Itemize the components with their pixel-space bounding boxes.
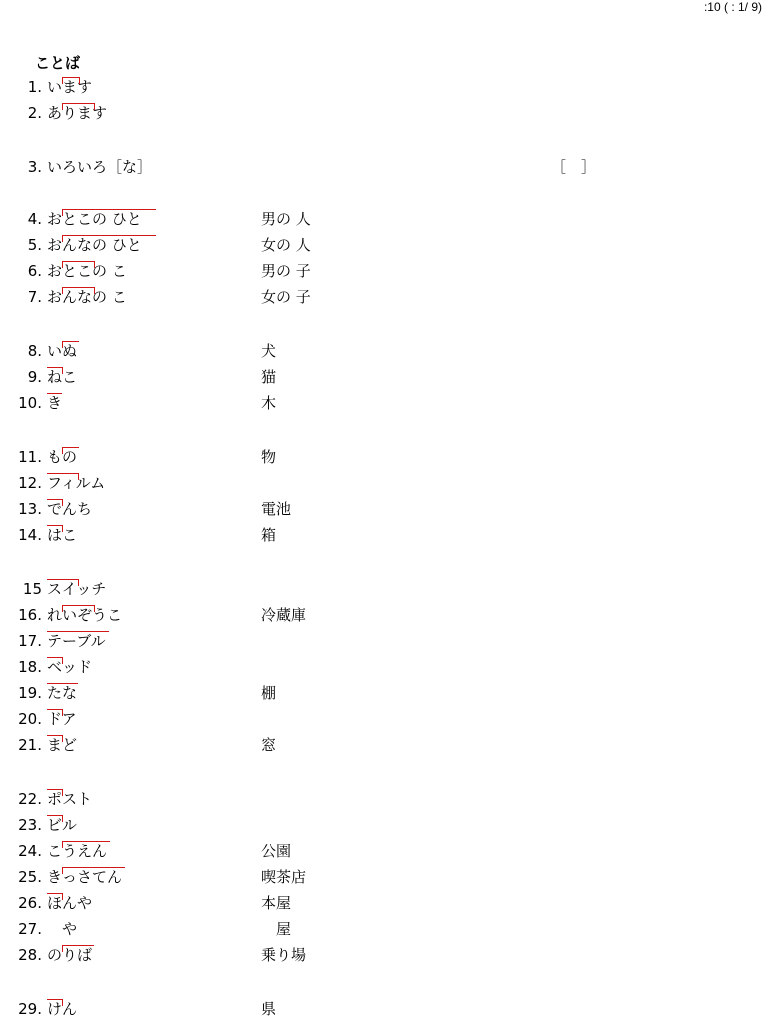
entry-number: 6. <box>27 262 42 280</box>
vocab-entry <box>12 682 732 704</box>
entry-word: ほんや <box>47 894 93 912</box>
pitch-accent-mark <box>62 77 79 84</box>
pitch-accent-mark <box>62 447 78 454</box>
pitch-accent-mark <box>47 735 63 742</box>
entry-kanji: 電池 <box>261 500 292 518</box>
entry-kanji: 冷蔵庫 <box>261 606 307 624</box>
pitch-accent-mark <box>62 605 95 612</box>
pitch-accent-mark <box>47 893 63 900</box>
entry-number: 4. <box>27 210 42 228</box>
entry-word: こうえん <box>47 842 108 860</box>
entry-number: 29. <box>18 1000 42 1018</box>
vocab-entry <box>12 604 732 626</box>
entry-word: れいぞうこ <box>47 606 123 624</box>
entry-number: 5. <box>27 236 42 254</box>
pitch-accent-mark <box>47 499 63 506</box>
entry-number: 11. <box>18 448 42 466</box>
entry-number: 13. <box>18 500 42 518</box>
vocab-entry <box>12 656 732 678</box>
entry-word: き <box>47 394 63 412</box>
entry-kanji: 箱 <box>261 526 277 544</box>
entry-word: ドア <box>47 710 77 728</box>
vocab-entry <box>12 578 732 600</box>
vocab-entry <box>12 366 732 388</box>
entry-kanji: 乗り場 <box>261 946 307 964</box>
entry-word: もの <box>47 448 78 466</box>
entry-word: まど <box>47 736 78 754</box>
pitch-accent-mark <box>47 367 63 374</box>
entry-word: きっさてん <box>47 868 123 886</box>
pitch-accent-mark <box>62 287 95 294</box>
entry-number: 1. <box>27 78 42 96</box>
entry-word: あります <box>47 104 108 122</box>
entry-word: はこ <box>47 526 78 544</box>
entry-word: でんち <box>47 500 93 518</box>
entry-word: ビル <box>47 816 78 834</box>
pitch-accent-mark <box>62 841 109 848</box>
entry-word: ねこ <box>47 368 78 386</box>
vocab-entry <box>12 814 732 836</box>
entry-kanji: 女の 人 <box>261 236 311 254</box>
entry-number: 15 <box>22 580 42 598</box>
vocab-entry <box>12 392 732 414</box>
vocab-entry <box>12 840 732 862</box>
vocab-entry <box>12 260 732 282</box>
pitch-accent-mark <box>47 473 79 480</box>
entry-number: 14. <box>18 526 42 544</box>
entry-kanji: 男の 子 <box>261 262 311 280</box>
entry-number: 27. <box>18 920 42 938</box>
entry-number: 12. <box>18 474 42 492</box>
vocab-entry <box>12 472 732 494</box>
entry-kanji: 女の 子 <box>261 288 311 306</box>
entry-number: 7. <box>27 288 42 306</box>
entry-word: おとこの ひと <box>47 210 142 228</box>
entry-word: おとこの こ <box>47 262 127 280</box>
entry-number: 10. <box>18 394 42 412</box>
pitch-accent-mark <box>47 657 63 664</box>
entry-kanji: 県 <box>261 1000 277 1018</box>
entry-kanji: 犬 <box>261 342 277 360</box>
pitch-accent-mark <box>62 209 155 216</box>
vocab-entry <box>12 234 732 256</box>
pitch-accent-mark <box>47 789 63 796</box>
pitch-accent-mark <box>47 709 63 716</box>
vocab-entry <box>12 340 732 362</box>
pitch-accent-mark <box>47 393 62 400</box>
entry-word: ベッド <box>47 658 93 676</box>
vocab-entry <box>12 524 732 546</box>
vocab-entry <box>12 892 732 914</box>
vocab-entry <box>12 446 732 468</box>
vocab-entry <box>12 866 732 888</box>
vocab-entry <box>12 734 732 756</box>
entry-kanji: 男の 人 <box>261 210 311 228</box>
entry-word: います <box>47 78 93 96</box>
pitch-accent-mark <box>62 867 125 874</box>
entry-kanji: 猫 <box>261 368 277 386</box>
vocab-entry <box>12 208 732 230</box>
pitch-accent-mark <box>47 579 79 586</box>
entry-word: いぬ <box>47 342 78 360</box>
vocab-entry <box>12 286 732 308</box>
entry-word: のりば <box>47 946 93 964</box>
entry-number: 9. <box>27 368 42 386</box>
pitch-accent-mark <box>62 103 95 110</box>
vocab-entry <box>12 76 732 98</box>
entry-word: おんなの こ <box>47 288 127 306</box>
entry-number: 16. <box>18 606 42 624</box>
entry-number: 28. <box>18 946 42 964</box>
entry-word: けん <box>47 1000 78 1018</box>
entry-number: 17. <box>18 632 42 650</box>
pitch-accent-mark <box>47 999 63 1006</box>
pitch-accent-mark <box>47 683 78 690</box>
entry-kanji: 本屋 <box>261 894 292 912</box>
pitch-accent-mark <box>62 945 94 952</box>
entry-word: テーブル <box>47 632 106 650</box>
vocab-entry <box>12 998 732 1020</box>
entry-kanji: 窓 <box>261 736 277 754</box>
pitch-accent-mark <box>62 235 155 242</box>
entry-number: 2. <box>27 104 42 122</box>
entry-kanji: 喫茶店 <box>261 868 307 886</box>
entry-kanji: 公園 <box>261 842 292 860</box>
vocab-entry <box>12 102 732 124</box>
entry-kanji: 棚 <box>261 684 277 702</box>
entry-number: 3. <box>27 158 42 176</box>
entry-kanji: 物 <box>261 448 277 466</box>
vocab-entry <box>12 918 732 940</box>
entry-number: 20. <box>18 710 42 728</box>
entry-word: スイッチ <box>47 580 107 598</box>
pitch-accent-mark <box>62 341 78 348</box>
page-number: :10 ( : 1/ 9) <box>703 0 762 14</box>
pitch-accent-mark <box>47 815 63 822</box>
vocab-entry <box>12 630 732 652</box>
entry-number: 18. <box>18 658 42 676</box>
entry-word: いろいろ［な］ <box>47 158 153 176</box>
entry-number: 22. <box>18 790 42 808</box>
entry-kanji: 屋 <box>261 920 292 938</box>
entry-note: ［ ］ <box>551 158 597 176</box>
entry-word: フィルム <box>47 474 106 492</box>
vocab-entry <box>12 788 732 810</box>
vocab-entry <box>12 944 732 966</box>
entry-number: 25. <box>18 868 42 886</box>
entry-number: 8. <box>27 342 42 360</box>
pitch-accent-mark <box>47 525 63 532</box>
entry-word: や <box>47 920 78 938</box>
entry-number: 23. <box>18 816 42 834</box>
entry-number: 24. <box>18 842 42 860</box>
entry-kanji: 木 <box>261 394 277 412</box>
section-title: ことば <box>35 54 81 72</box>
entry-number: 19. <box>18 684 42 702</box>
pitch-accent-mark <box>62 261 95 268</box>
entry-word: ポスト <box>47 790 93 808</box>
vocab-entry <box>12 156 732 178</box>
entry-word: おんなの ひと <box>47 236 142 254</box>
entry-number: 21. <box>18 736 42 754</box>
vocab-entry <box>12 498 732 520</box>
vocab-entry <box>12 708 732 730</box>
pitch-accent-mark <box>47 631 109 638</box>
entry-word: たな <box>47 684 78 702</box>
entry-number: 26. <box>18 894 42 912</box>
